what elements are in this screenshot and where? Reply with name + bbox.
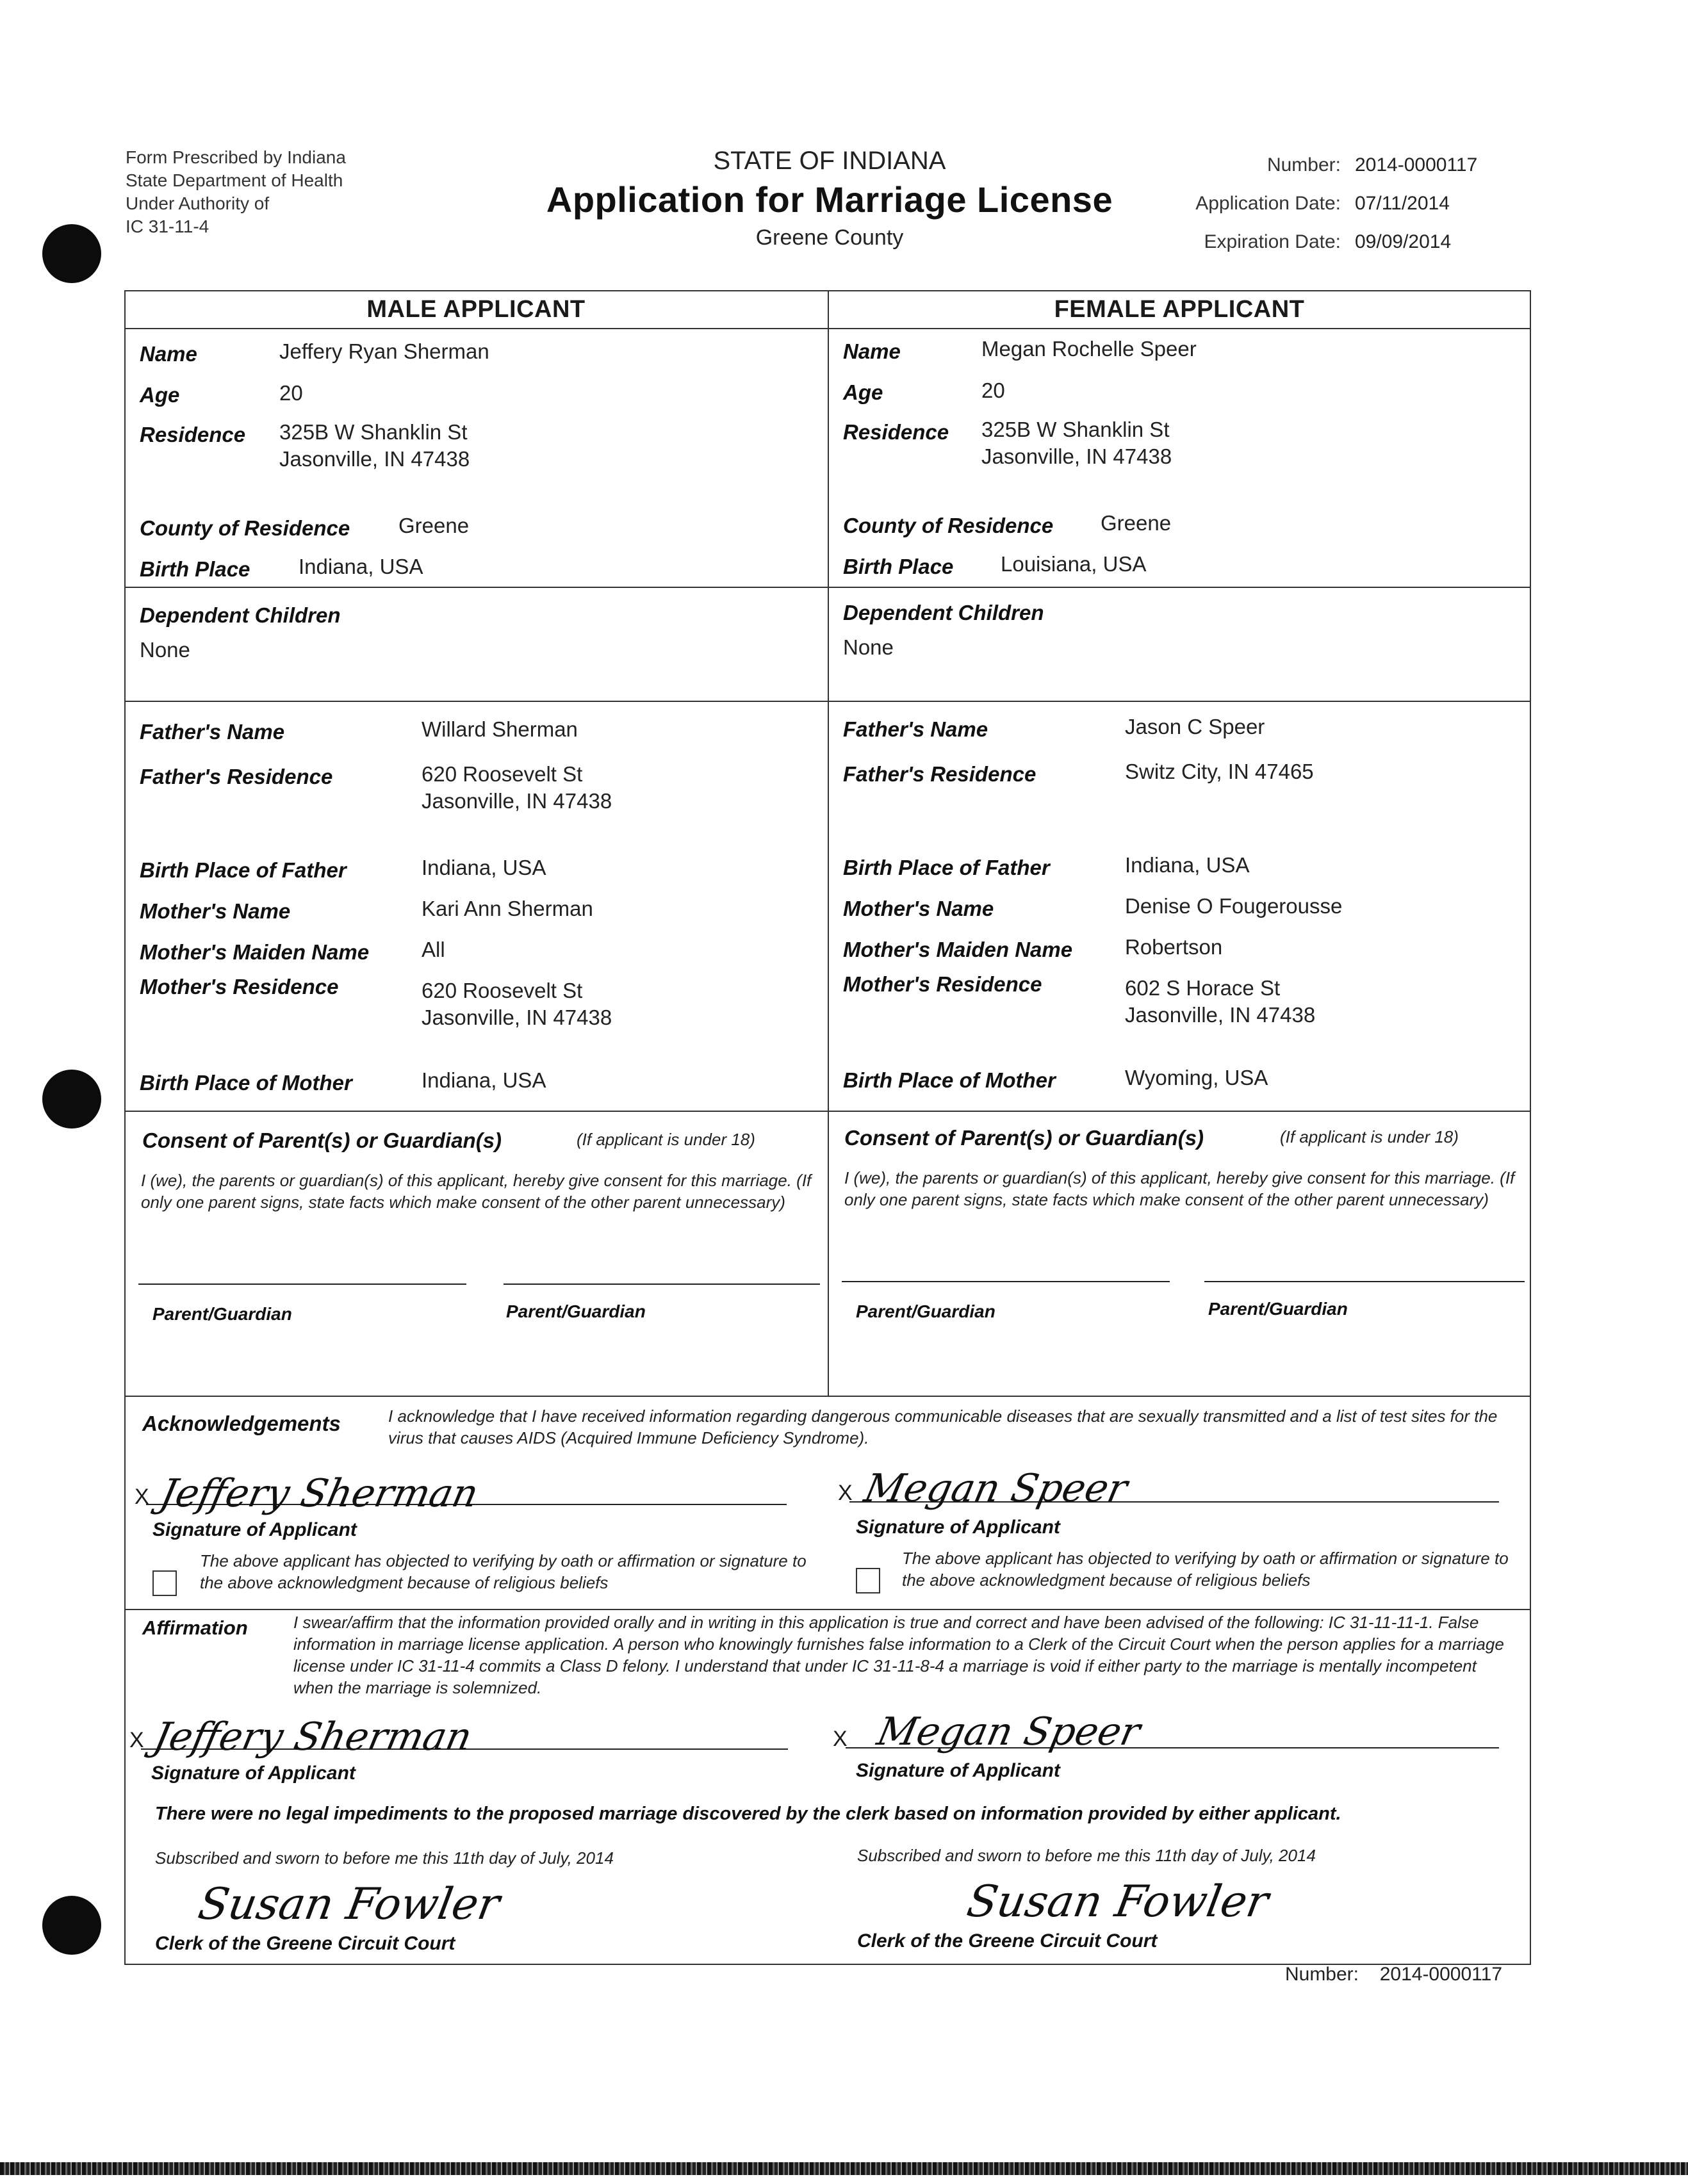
male-mothers-residence: 620 Roosevelt St Jasonville, IN 47438 — [422, 979, 612, 1029]
expiration-date: 09/09/2014 — [1355, 231, 1452, 252]
male-clerk-label: Clerk of the Greene Circuit Court — [155, 1933, 455, 1954]
male-mothers-maiden-name: All — [422, 938, 445, 961]
female-consent-note: (If applicant is under 18) — [1280, 1127, 1459, 1146]
male-age: 20 — [279, 381, 303, 405]
form-authority — [126, 146, 346, 238]
male-dependent-children-label: Dependent Children — [140, 603, 341, 627]
male-affirmation-signature — [149, 1710, 564, 1768]
female-residence: 325B W Shanklin St Jasonville, IN 47438 — [981, 418, 1172, 468]
male-fathers-residence-label: Father's Residence — [140, 765, 333, 788]
application-date: 07/11/2014 — [1355, 193, 1450, 214]
expiration-date-label: Expiration Date: — [1204, 231, 1341, 252]
female-mothers-maiden-name-label: Mother's Maiden Name — [843, 938, 1073, 961]
female-affirmation-signature — [873, 1704, 1198, 1761]
authority-line: Form Prescribed by Indiana — [126, 147, 346, 167]
female-mothers-name: Denise O Fougerousse — [1125, 894, 1343, 918]
male-handwritten-signature — [156, 1467, 557, 1524]
female-signature-label: Signature of Applicant — [856, 1517, 1060, 1538]
punch-hole — [42, 1070, 101, 1129]
punch-hole — [42, 224, 101, 283]
female-signature-text: Megan Speer — [860, 1466, 1131, 1511]
punch-hole — [42, 1896, 101, 1955]
male-subscribed-text: Subscribed and sworn to before me this 11th day of July, 2014 — [155, 1848, 614, 1868]
scan-edge-strip — [0, 2162, 1688, 2175]
female-age: 20 — [981, 379, 1005, 402]
male-name: Jeffery Ryan Sherman — [279, 339, 489, 363]
rule — [124, 328, 1531, 329]
male-affirmation-signature-text: Jeffery Sherman — [149, 1715, 476, 1759]
female-mothers-name-label: Mother's Name — [843, 897, 994, 920]
rule — [124, 1111, 1531, 1112]
male-affirmation-signature-label: Signature of Applicant — [151, 1763, 356, 1784]
male-fathers-name-label: Father's Name — [140, 720, 285, 744]
parent-guardian-label: Parent/Guardian — [856, 1301, 996, 1321]
parent-guardian-label: Parent/Guardian — [506, 1301, 646, 1321]
license-number: 2014-0000117 — [1355, 154, 1478, 175]
female-county: Greene — [1101, 511, 1172, 535]
female-birth-place-of-father: Indiana, USA — [1125, 853, 1250, 877]
female-mothers-maiden-name: Robertson — [1125, 935, 1223, 959]
female-affirmation-signature-text: Megan Speer — [873, 1709, 1144, 1754]
female-birth-place-label: Birth Place — [843, 555, 954, 578]
parent-guardian-label: Parent/Guardian — [152, 1304, 292, 1324]
number-label: Number: — [1266, 154, 1341, 175]
male-birth-place-of-mother-label: Birth Place of Mother — [140, 1071, 352, 1095]
application-date-label: Application Date: — [1195, 193, 1341, 214]
female-clerk-label: Clerk of the Greene Circuit Court — [857, 1930, 1158, 1952]
male-name-label: Name — [140, 342, 197, 366]
male-religious-objection-checkbox[interactable] — [152, 1570, 177, 1596]
no-impediments-statement: There were no legal impediments to the proposed marriage discovered by the clerk based on information provided by either applicant. — [155, 1804, 1341, 1824]
signature-x-mark: X — [129, 1728, 144, 1752]
signature-x-mark: X — [135, 1485, 149, 1509]
male-birth-place-of-father-label: Birth Place of Father — [140, 858, 347, 882]
authority-line: IC 31-11-4 — [126, 216, 209, 236]
form-heading — [506, 145, 1153, 252]
parent-guardian-signature-line — [842, 1281, 1170, 1282]
male-consent-text: I (we), the parents or guardian(s) of this applicant, hereby give consent for this marriage. (If only one parent signs, state facts which make consent of the other parent unnecessary) — [141, 1171, 812, 1212]
female-name: Megan Rochelle Speer — [981, 337, 1197, 361]
male-residence-label: Residence — [140, 423, 246, 446]
authority-line: Under Authority of — [126, 193, 270, 213]
male-county-label: County of Residence — [140, 516, 350, 540]
female-consent-text: I (we), the parents or guardian(s) of this applicant, hereby give consent for this marriage. (If only one parent signs, state facts which make consent of the other parent unnecessary) — [844, 1168, 1515, 1209]
rule — [124, 1396, 1531, 1397]
male-applicant-heading: MALE APPLICANT — [366, 296, 586, 323]
male-fathers-residence: 620 Roosevelt St Jasonville, IN 47438 — [422, 762, 612, 813]
county-name: Greene County — [755, 225, 904, 250]
male-dependent-children: None — [140, 638, 190, 662]
column-divider — [828, 290, 829, 1396]
male-mothers-maiden-name-label: Mother's Maiden Name — [140, 940, 370, 964]
female-fathers-name: Jason C Speer — [1125, 715, 1265, 738]
parent-guardian-signature-line — [504, 1284, 820, 1285]
acknowledgements-text: I acknowledge that I have received information regarding dangerous communicable diseases that are sexually transmitted and a list of test sites for the virus that causes AIDS (Acquired Immune Deficiency Syndrome). — [388, 1406, 1498, 1447]
signature-x-mark: X — [838, 1481, 853, 1505]
male-birth-place-of-mother: Indiana, USA — [422, 1068, 546, 1092]
male-birth-place-of-father: Indiana, USA — [422, 856, 546, 879]
female-religious-objection-checkbox[interactable] — [856, 1568, 880, 1593]
male-signature-text: Jeffery Sherman — [156, 1471, 482, 1516]
clerk-signature — [194, 1870, 557, 1941]
parent-guardian-signature-line — [1204, 1281, 1525, 1282]
female-fathers-residence: Switz City, IN 47465 — [1125, 760, 1314, 783]
footer-number-value: 2014-0000117 — [1379, 1964, 1502, 1985]
authority-line: State Department of Health — [126, 170, 343, 190]
affirmation-text: I swear/affirm that the information provided orally and in writing in this application is true and correct and have been advised of the following: IC 31-11-11-1. False information in marriage license application. A person who knowingly furnishes false information to a Clerk of the Circuit Court when the person applies for a marriage license under IC 31-11-4 commits a Class D felony. I understand that under IC 31-11-8-4 a marriage is void if either party to the marriage is mentally incompetent when the marriage is solemnized. — [293, 1613, 1504, 1697]
male-mothers-residence-label: Mother's Residence — [140, 975, 339, 998]
male-county: Greene — [398, 514, 470, 537]
female-birth-place: Louisiana, USA — [1001, 552, 1147, 576]
license-info — [1111, 146, 1496, 261]
female-applicant-heading: FEMALE APPLICANT — [1054, 296, 1305, 323]
female-birth-place-of-mother: Wyoming, USA — [1125, 1066, 1268, 1089]
male-mothers-name-label: Mother's Name — [140, 899, 291, 923]
male-birth-place-label: Birth Place — [140, 557, 250, 581]
female-age-label: Age — [843, 380, 883, 404]
male-fathers-name: Willard Sherman — [422, 717, 578, 741]
document-title: Application for Marriage License — [546, 179, 1113, 220]
male-signature-label: Signature of Applicant — [152, 1519, 357, 1540]
female-residence-label: Residence — [843, 420, 949, 444]
male-consent-title: Consent of Parent(s) or Guardian(s) — [142, 1129, 502, 1152]
rule — [124, 701, 1531, 702]
female-mothers-residence: 602 S Horace St Jasonville, IN 47438 — [1125, 976, 1316, 1027]
footer-number — [1285, 1964, 1502, 1985]
parent-guardian-signature-line — [138, 1284, 466, 1285]
female-dependent-children: None — [843, 635, 894, 659]
rule — [124, 1609, 1531, 1610]
female-fathers-name-label: Father's Name — [843, 717, 988, 741]
female-subscribed-text: Subscribed and sworn to before me this 11th day of July, 2014 — [857, 1846, 1316, 1865]
female-consent-title: Consent of Parent(s) or Guardian(s) — [844, 1126, 1204, 1150]
clerk-signature-text: Susan Fowler — [194, 1878, 504, 1930]
male-birth-place: Indiana, USA — [299, 555, 423, 578]
footer-number-label: Number: — [1284, 1964, 1359, 1985]
parent-guardian-label: Parent/Guardian — [1208, 1299, 1348, 1319]
female-name-label: Name — [843, 339, 901, 363]
clerk-signature — [963, 1868, 1326, 1938]
affirmation-label: Affirmation — [142, 1617, 248, 1639]
acknowledgements-label: Acknowledgements — [142, 1412, 341, 1435]
female-birth-place-of-father-label: Birth Place of Father — [843, 856, 1050, 879]
female-affirmation-signature-label: Signature of Applicant — [856, 1760, 1060, 1781]
rule — [124, 587, 1531, 588]
male-mothers-name: Kari Ann Sherman — [422, 897, 593, 920]
state-name: STATE OF INDIANA — [713, 147, 946, 175]
female-county-label: County of Residence — [843, 514, 1054, 537]
female-handwritten-signature — [860, 1460, 1185, 1518]
male-objection-text: The above applicant has objected to verifying by oath or affirmation or signature to the above acknowledgment because of religious beliefs — [200, 1551, 807, 1592]
female-fathers-residence-label: Father's Residence — [843, 762, 1037, 786]
male-residence: 325B W Shanklin St Jasonville, IN 47438 — [279, 420, 470, 471]
female-dependent-children-label: Dependent Children — [843, 601, 1044, 624]
male-age-label: Age — [140, 383, 180, 407]
male-consent-note: (If applicant is under 18) — [577, 1130, 755, 1149]
signature-x-mark: X — [833, 1727, 848, 1751]
female-birth-place-of-mother-label: Birth Place of Mother — [843, 1068, 1056, 1092]
female-mothers-residence-label: Mother's Residence — [843, 972, 1042, 996]
clerk-signature-text: Susan Fowler — [963, 1876, 1272, 1927]
female-objection-text: The above applicant has objected to verifying by oath or affirmation or signature to the above acknowledgment because of religious beliefs — [902, 1549, 1509, 1590]
